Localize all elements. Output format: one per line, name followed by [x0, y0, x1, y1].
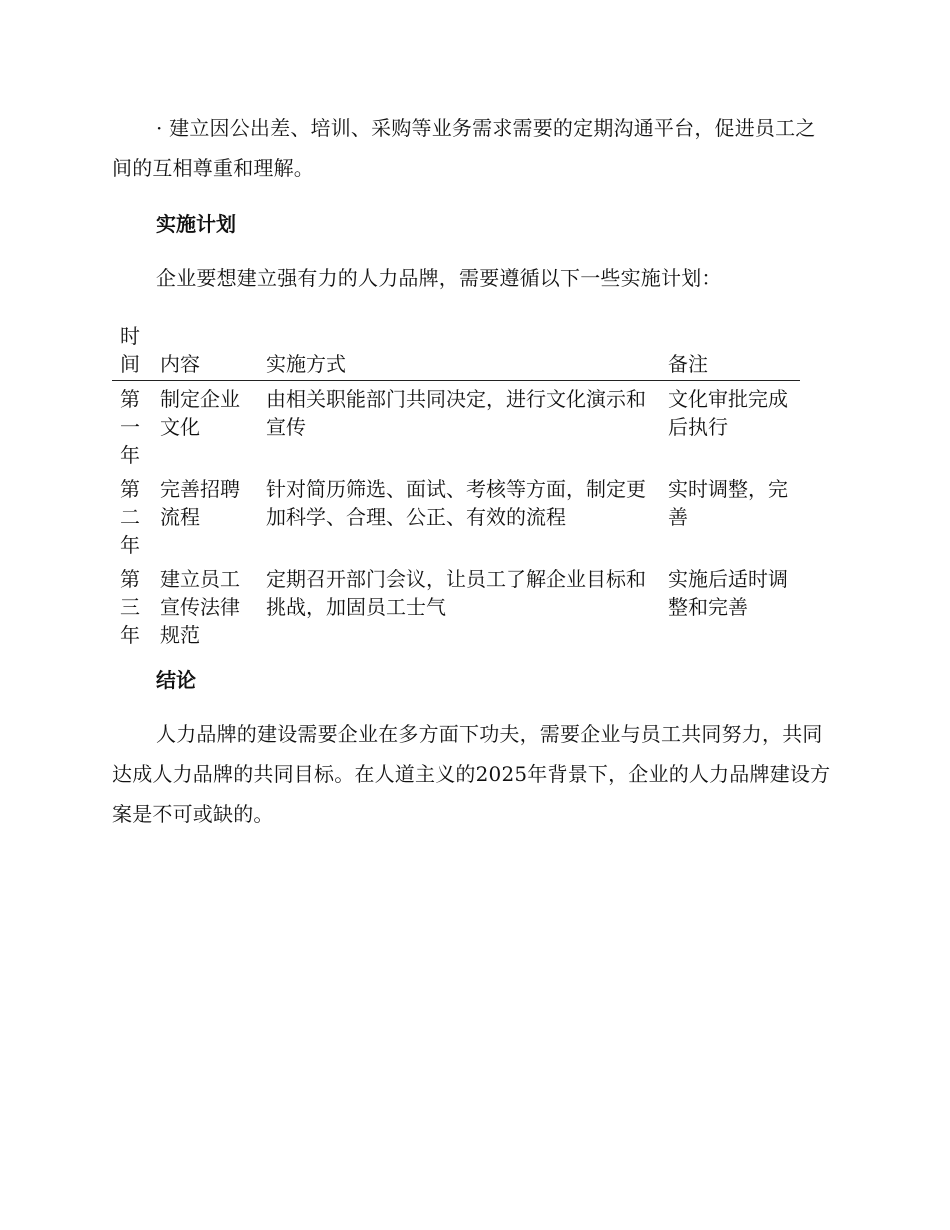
cell-note: 实时调整，完善	[668, 477, 788, 529]
table-row	[112, 561, 800, 651]
cell-time: 第一年	[120, 387, 140, 467]
cell-content: 完善招聘流程	[160, 477, 240, 529]
header-content: 内容	[160, 322, 266, 381]
section-heading-plan: 实施计划	[156, 212, 236, 236]
conclusion-paragraph: 人力品牌的建设需要企业在多方面下功夫，需要企业与员工共同努力，共同达成人力品牌的共同目标。在人道主义的2025年背景下，企业的人力品牌建设方案是不可或缺的。	[112, 722, 831, 826]
cell-method: 由相关职能部门共同决定，进行文化演示和宣传	[266, 387, 646, 439]
header-method: 实施方式	[266, 322, 668, 381]
cell-time: 第三年	[120, 567, 140, 647]
cell-note: 文化审批完成后执行	[668, 387, 788, 439]
implementation-plan-table	[112, 322, 800, 651]
section-heading-conclusion: 结论	[156, 668, 196, 692]
intro-paragraph: 企业要想建立强有力的人力品牌，需要遵循以下一些实施计划：	[156, 266, 722, 290]
table-row	[112, 381, 800, 472]
cell-note: 实施后适时调整和完善	[668, 567, 788, 619]
cell-content: 建立员工宣传法律规范	[160, 567, 240, 647]
header-note: 备注	[668, 322, 800, 381]
cell-method: 定期召开部门会议，让员工了解企业目标和挑战，加固员工士气	[266, 567, 646, 619]
cell-time: 第二年	[120, 477, 140, 557]
table-row	[112, 471, 800, 561]
header-time: 时间	[112, 322, 160, 381]
bullet-paragraph: · 建立因公出差、培训、采购等业务需求需要的定期沟通平台，促进员工之间的互相尊重和理解。	[112, 116, 816, 180]
table-header-row	[112, 322, 800, 381]
cell-content: 制定企业文化	[160, 387, 240, 439]
cell-method: 针对简历筛选、面试、考核等方面，制定更加科学、合理、公正、有效的流程	[266, 477, 646, 529]
